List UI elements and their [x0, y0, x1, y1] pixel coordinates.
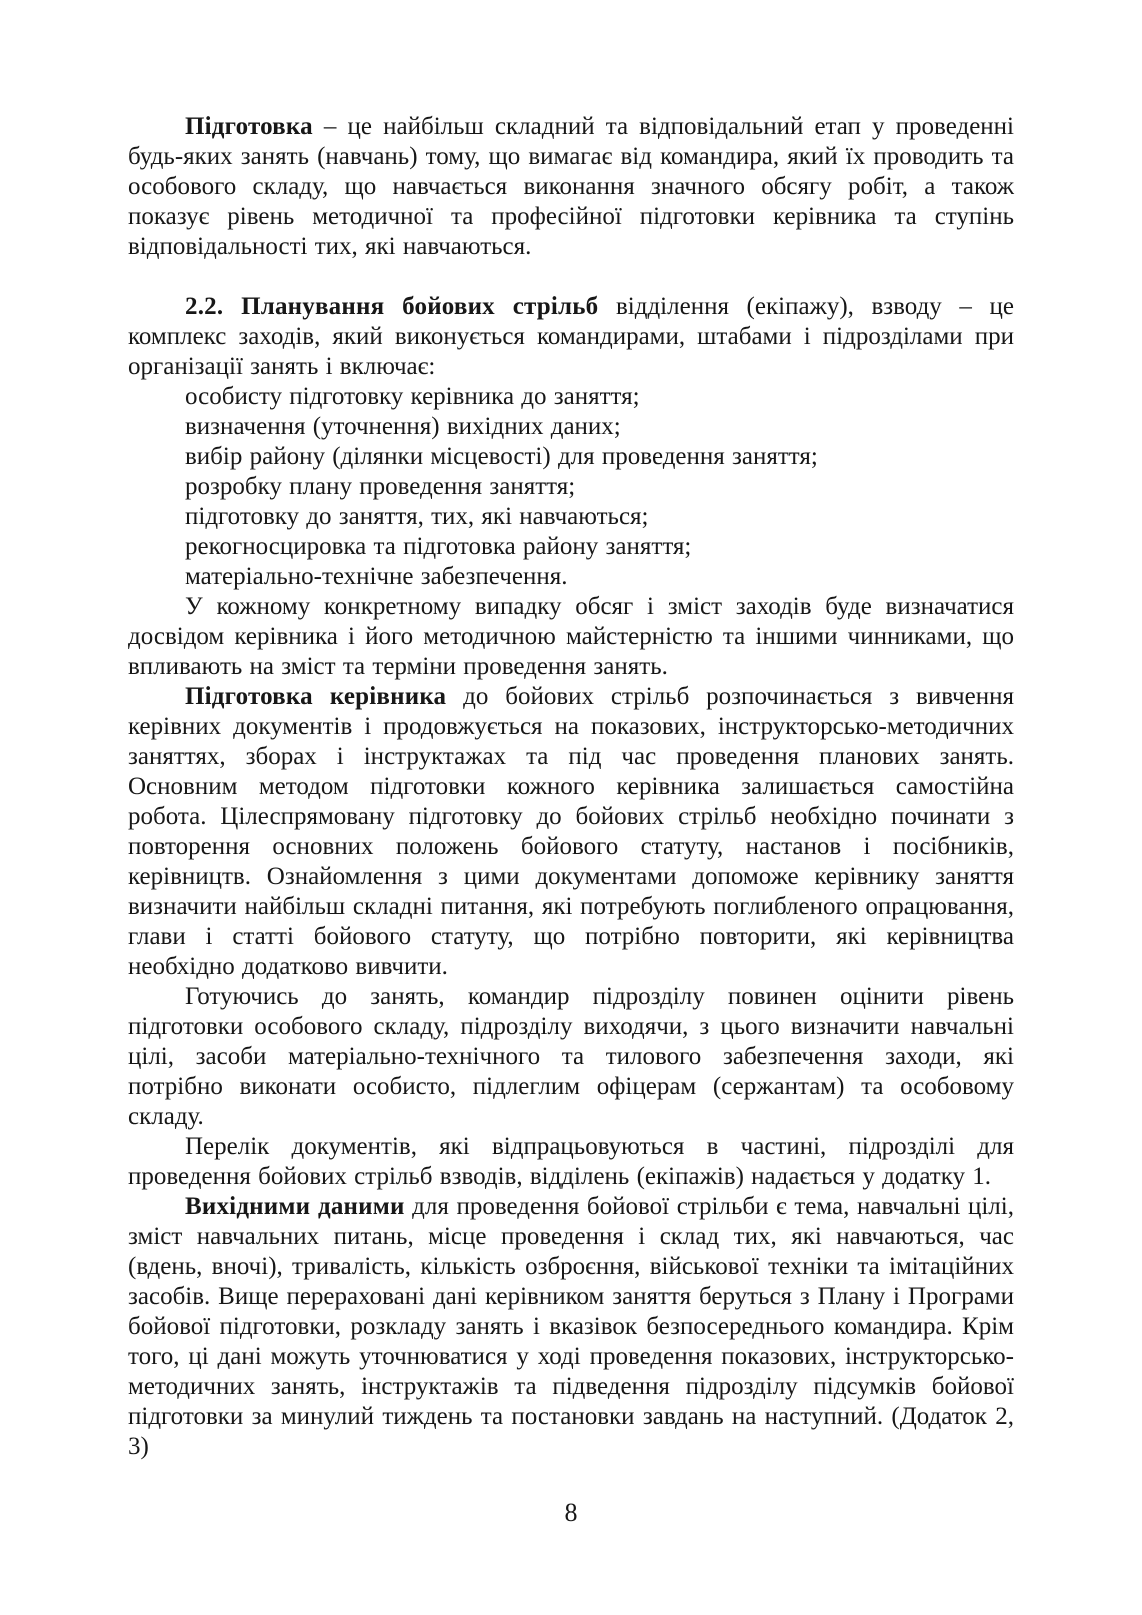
list-item-1	[128, 382, 1014, 412]
body-text: – це найбільш складний та відповідальний етап у проведенні будь-яких занять (навчань) тому, що вимагає від командира, який їх проводить та особового складу, що навчається виконання значного обсягу робіт, а також показує рівень методичної та професійної підготовки керівника та ступінь відповідальності тих, які навчаються.	[128, 113, 1014, 260]
list-item-5	[128, 502, 1014, 532]
list-item-7	[128, 562, 1014, 592]
text-block	[128, 112, 1014, 1462]
body-text: матеріально-технічне забезпечення.	[185, 563, 568, 590]
body-text: відділення (екіпажу), взводу – це комплекс заходів, який виконується командирами, штабами і підрозділами при організації занять і включає:	[128, 293, 1014, 380]
paragraph-hotuyuchys	[128, 982, 1014, 1132]
list-item-4	[128, 472, 1014, 502]
paragraph-pidhotovka-kerivnyka	[128, 682, 1014, 982]
body-text: вибір району (ділянки місцевості) для проведення заняття;	[185, 443, 818, 470]
body-text: розробку плану проведення заняття;	[185, 473, 576, 500]
body-text: особисту підготовку керівника до заняття;	[185, 383, 640, 410]
section-2-2-heading-paragraph	[128, 292, 1014, 382]
page-number: 8	[564, 1498, 578, 1527]
body-text: підготовку до заняття, тих, які навчаються;	[185, 503, 649, 530]
body-text: У кожному конкретному випадку обсяг і зміст заходів буде визначатися досвідом керівника і його методичною майстерністю та іншими чинниками, що впливають на зміст та терміни проведення занять.	[128, 593, 1014, 680]
body-text: Перелік документів, які відпрацьовуються в частині, підрозділі для проведення бойових стрільб взводів, відділень (екіпажів) надається у додатку 1.	[128, 1133, 1014, 1190]
paragraph-u-kozhnomu	[128, 592, 1014, 682]
bold-lead-text: Вихідними даними	[185, 1193, 405, 1220]
body-text: до бойових стрільб розпочинається з вивчення керівних документів і продовжується на показових, інструкторсько-методичних заняттях, зборах і інструктажах та під час проведення планових занять. Основним методом підготовки кожного керівника залишається самостійна робота. Цілеспрямовану підготовку до бойових стрільб необхідно починати з повторення основних положень бойового статуту, настанов і посібників, керівництв. Ознайомлення з цими документами допоможе керівнику заняття визначити найбільш складні питання, які потребують поглибленого опрацювання, глави і статті бойового статуту, що потрібно повторити, які керівництва необхідно додатково вивчити.	[128, 683, 1014, 980]
list-item-2	[128, 412, 1014, 442]
list-item-6	[128, 532, 1014, 562]
bold-lead-text: Підготовка	[185, 113, 313, 140]
body-text: визначення (уточнення) вихідних даних;	[185, 413, 621, 440]
paragraph-perelik	[128, 1132, 1014, 1192]
body-text: для проведення бойової стрільби є тема, навчальні цілі, зміст навчальних питань, місце проведення і склад тих, які навчаються, час (вдень, вночі), тривалість, кількість озброєння, військової техніки та імітаційних засобів. Вище перераховані дані керівником заняття беруться з Плану і Програми бойової підготовки, розкладу занять і вказівок безпосереднього командира. Крім того, ці дані можуть уточнюватися у ході проведення показових, інструкторсько-методичних занять, інструктажів та підведення підрозділу підсумків бойової підготовки за минулий тиждень та постановки завдань на наступний. (Додаток 2, 3)	[128, 1193, 1014, 1460]
body-text: рекогносцировка та підготовка району заняття;	[185, 533, 692, 560]
bold-lead-text: Підготовка керівника	[185, 683, 447, 710]
paragraph-vykhidnymy-danymy	[128, 1192, 1014, 1462]
list-item-3	[128, 442, 1014, 472]
paragraph-pidhotovka	[128, 112, 1014, 262]
bold-lead-text: 2.2. Планування бойових стрільб	[185, 293, 599, 320]
body-text: Готуючись до занять, командир підрозділу повинен оцінити рівень підготовки особового складу, підрозділу виходячи, з цього визначити навчальні цілі, засоби матеріально-технічного та тилового забезпечення заходи, які потрібно виконати особисто, підлеглим офіцерам (сержантам) та особовому складу.	[128, 983, 1014, 1130]
